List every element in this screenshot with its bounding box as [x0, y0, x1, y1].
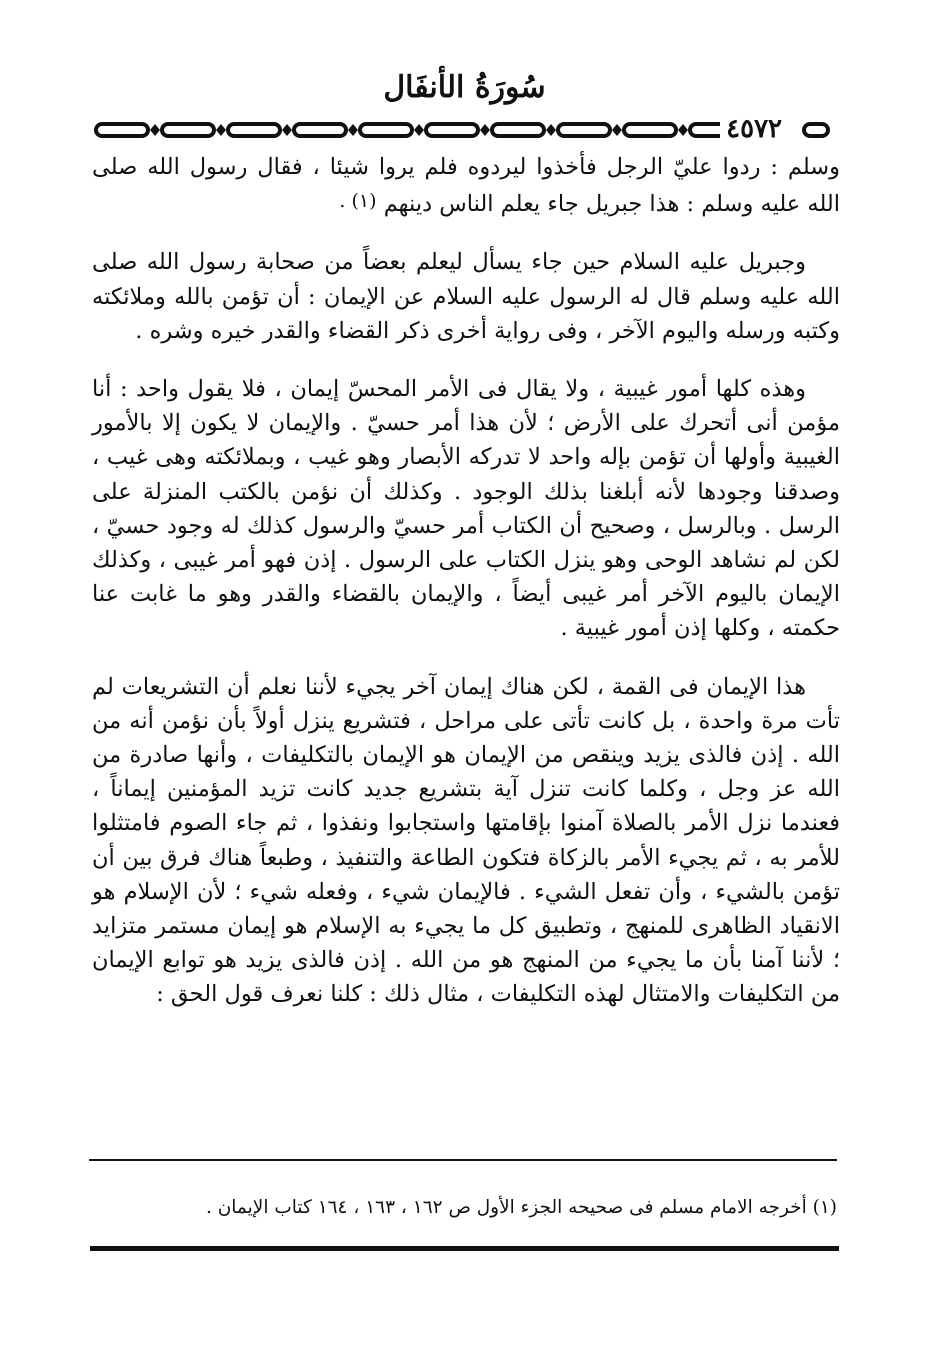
- ornamental-border: [92, 116, 832, 144]
- footnote: (١) أخرجه الامام مسلم فى صحيحه الجزء الأول ص ١٦٢ ، ١٦٣ ، ١٦٤ كتاب الإيمان .: [205, 1197, 837, 1218]
- body-text: [92, 150, 840, 1012]
- paragraph-gap: [92, 348, 840, 372]
- paragraph-gap: [92, 221, 840, 245]
- paragraph: وجبريل عليه السلام حين جاء يسأل ليعلم بعضاً من صحابة رسول الله صلى الله عليه وسلم قال له الرسول عليه السلام عن الإيمان : أن تؤمن بالله وملائكته وكتبه ورسله واليوم الآخر ، وفى رواية أخرى ذكر القضاء والقدر خيره وشره .: [92, 249, 840, 344]
- bottom-rule: [90, 1246, 839, 1251]
- paragraph: وهذه كلها أمور غيبية ، ولا يقال فى الأمر المحسّ إيمان ، فلا يقول واحد : أنا مؤمن أنى أتحرك على الأرض ؛ لأن هذا أمر حسيّ . والإيمان لا يكون إلا بالأمور الغيبية وأولها أن تؤمن بإله واحد لا تدركه الأبصار وهو غيب ، وبملائكته وهى غيب ، وصدقنا وجودها لأنه أبلغنا بذلك الوجود . وكذلك أن نؤمن بالكتب المنزلة على الرسل . وبالرسل ، وصحيح أن الكتاب أمر حسيّ والرسول كذلك له وجود حسيّ ، لكن لم نشاهد الوحى وهو ينزل الكتاب على الرسول . إذن فهو أمر غيبى ، وكذلك الإيمان باليوم الآخر أمر غيبى أيضاً ، والإيمان بالقضاء والقدر وهو ما غابت عنا حكمته ، وكلها إذن أمور غيبية .: [92, 376, 840, 642]
- page-number: ٤٥٧٢: [720, 112, 788, 146]
- surah-title: سُورَةُ الأنفَال: [383, 70, 546, 105]
- footnote-reference: (١) .: [339, 190, 377, 213]
- paragraph: هذا الإيمان فى القمة ، لكن هناك إيمان آخر يجيء لأننا نعلم أن التشريعات لم تأت مرة واحدة ، بل كانت تأتى على مراحل ، فتشريع ينزل أولاً بأن نؤمن أنه من الله . إذن فالذى يزيد وينقص من الإيمان هو الإيمان بالتكليفات ، وأنها صادرة من الله عز وجل ، وكلما كانت تنزل آية بتشريع جديد كانت تزيد المؤمنين إيماناً ، فعندما نزل الأمر بالصلاة آمنوا بإقامتها واستجابوا ونفذوا ، ثم جاء الصوم فامتثلوا للأمر به ، ثم يجيء الأمر بالزكاة فتكون الطاعة والتنفيذ ، وطبعاً هناك فرق بين أن تؤمن بالشيء ، وأن تفعل الشيء . فالإيمان شيء ، وفعله شيء ؛ لأن الإسلام هو الانقياد الظاهرى للمنهج ، وتطبيق كل ما يجيء به الإسلام هو إيمان مستمر متزايد ؛ لأننا آمنا بأن ما يجيء من المنهج هو من الله . إذن فالذى يزيد هو توابع الإيمان من التكليفات والامتثال لهذه التكليفات ، مثال ذلك : كلنا نعرف قول الحق :: [92, 673, 840, 1008]
- footnote-divider: [89, 1159, 837, 1161]
- paragraph: وسلم : ردوا عليّ الرجل فأخذوا ليردوه فلم يروا شيئا ، فقال رسول الله صلى الله عليه وسلم : هذا جبريل جاء يعلم الناس دينهم (١) .: [92, 154, 840, 218]
- paragraph-gap: [92, 646, 840, 670]
